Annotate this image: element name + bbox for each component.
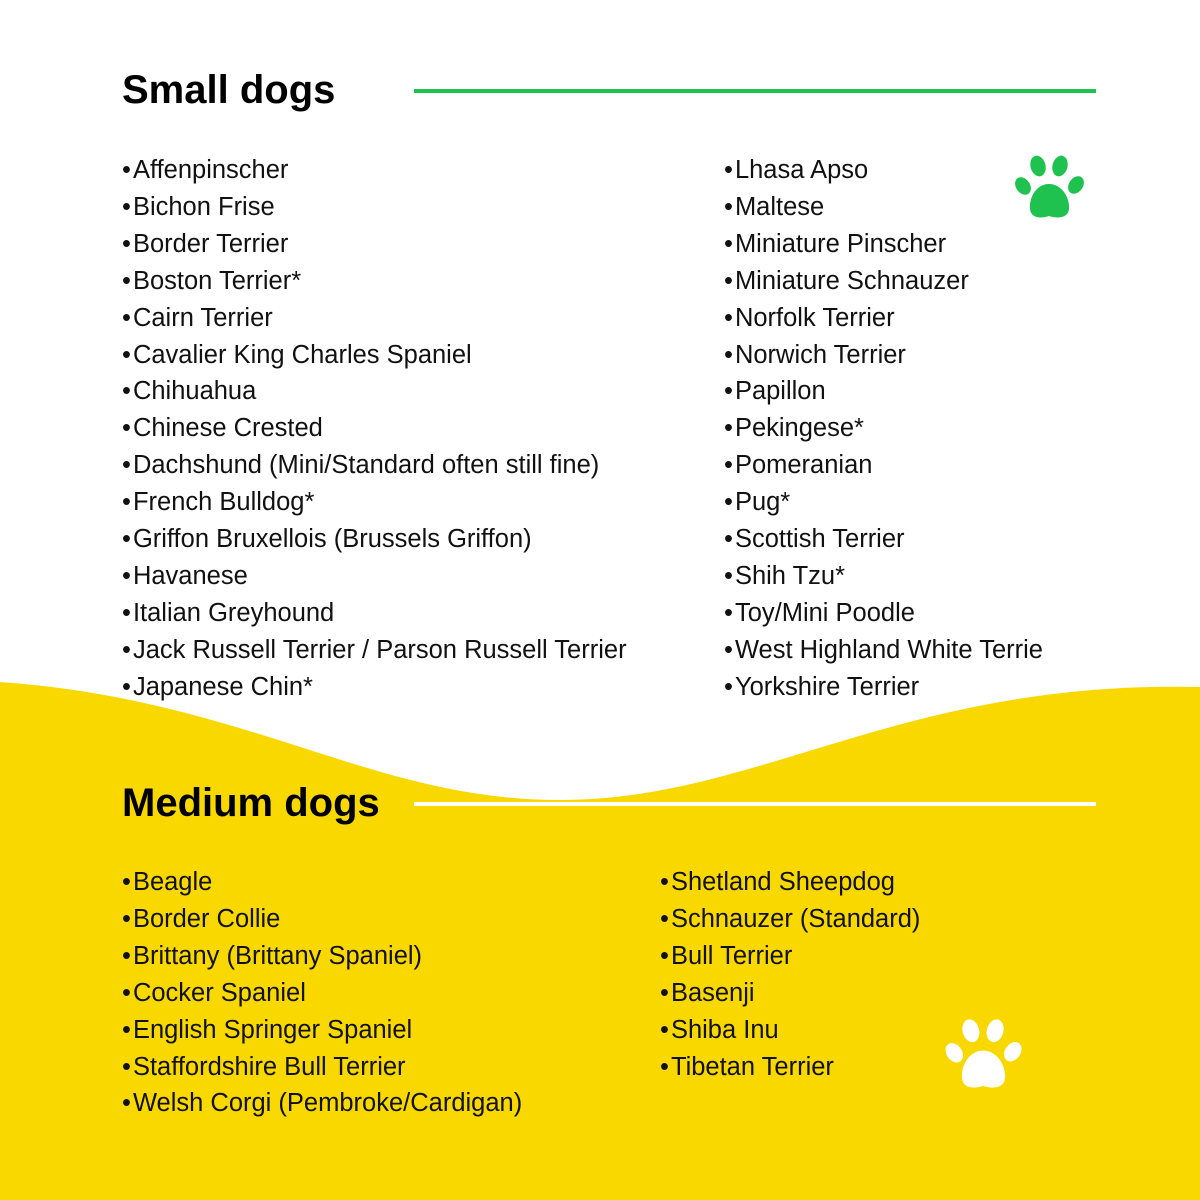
list-item: • Norfolk Terrier	[724, 300, 1043, 337]
list-item: • Norwich Terrier	[724, 337, 1043, 374]
list-item: • Shetland Sheepdog	[660, 864, 920, 901]
list-item: • Chinese Crested	[122, 410, 627, 447]
list-item: • Yorkshire Terrier	[724, 669, 1043, 706]
list-item: • Border Terrier	[122, 226, 627, 263]
list-item: • Cocker Spaniel	[122, 975, 522, 1012]
list-item: • Scottish Terrier	[724, 521, 1043, 558]
list-item: • Tibetan Terrier	[660, 1049, 920, 1086]
list-item: • Chihuahua	[122, 373, 627, 410]
list-item: • Dachshund (Mini/Standard often still fine)	[122, 447, 627, 484]
medium-dogs-divider	[414, 802, 1096, 806]
list-item: • Affenpinscher	[122, 152, 627, 189]
list-item: • Cairn Terrier	[122, 300, 627, 337]
list-item: • Boston Terrier*	[122, 263, 627, 300]
list-item: • Japanese Chin*	[122, 669, 627, 706]
small-dogs-list-right	[724, 152, 1043, 706]
list-item: • Bichon Frise	[122, 189, 627, 226]
list-item: • Staffordshire Bull Terrier	[122, 1049, 522, 1086]
list-item: • Cavalier King Charles Spaniel	[122, 337, 627, 374]
list-item: • Lhasa Apso	[724, 152, 1043, 189]
list-item: • Welsh Corgi (Pembroke/Cardigan)	[122, 1085, 522, 1122]
list-item: • Bull Terrier	[660, 938, 920, 975]
list-item: • Pekingese*	[724, 410, 1043, 447]
list-item: • Miniature Pinscher	[724, 226, 1043, 263]
list-item: • Griffon Bruxellois (Brussels Griffon)	[122, 521, 627, 558]
list-item: • Pomeranian	[724, 447, 1043, 484]
list-item: • Border Collie	[122, 901, 522, 938]
list-item: • Brittany (Brittany Spaniel)	[122, 938, 522, 975]
paw-print-icon	[1010, 148, 1088, 228]
list-item: • Italian Greyhound	[122, 595, 627, 632]
list-item: • Maltese	[724, 189, 1043, 226]
medium-dogs-list-right	[660, 864, 920, 1085]
medium-dogs-title: Medium dogs	[122, 781, 380, 825]
list-item: • Miniature Schnauzer	[724, 263, 1043, 300]
paw-print-icon	[940, 1010, 1026, 1100]
list-item: • Basenji	[660, 975, 920, 1012]
list-item: • Havanese	[122, 558, 627, 595]
list-item: • Papillon	[724, 373, 1043, 410]
small-dogs-divider	[414, 89, 1096, 93]
list-item: • Pug*	[724, 484, 1043, 521]
list-item: • West Highland White Terrie	[724, 632, 1043, 669]
list-item: • Beagle	[122, 864, 522, 901]
small-dogs-title: Small dogs	[122, 68, 336, 112]
list-item: • Schnauzer (Standard)	[660, 901, 920, 938]
list-item: • Shiba Inu	[660, 1012, 920, 1049]
medium-dogs-list-left	[122, 864, 522, 1122]
list-item: • Shih Tzu*	[724, 558, 1043, 595]
list-item: • Toy/Mini Poodle	[724, 595, 1043, 632]
list-item: • Jack Russell Terrier / Parson Russell Terrier	[122, 632, 627, 669]
list-item: • English Springer Spaniel	[122, 1012, 522, 1049]
small-dogs-list-left	[122, 152, 627, 706]
list-item: • French Bulldog*	[122, 484, 627, 521]
